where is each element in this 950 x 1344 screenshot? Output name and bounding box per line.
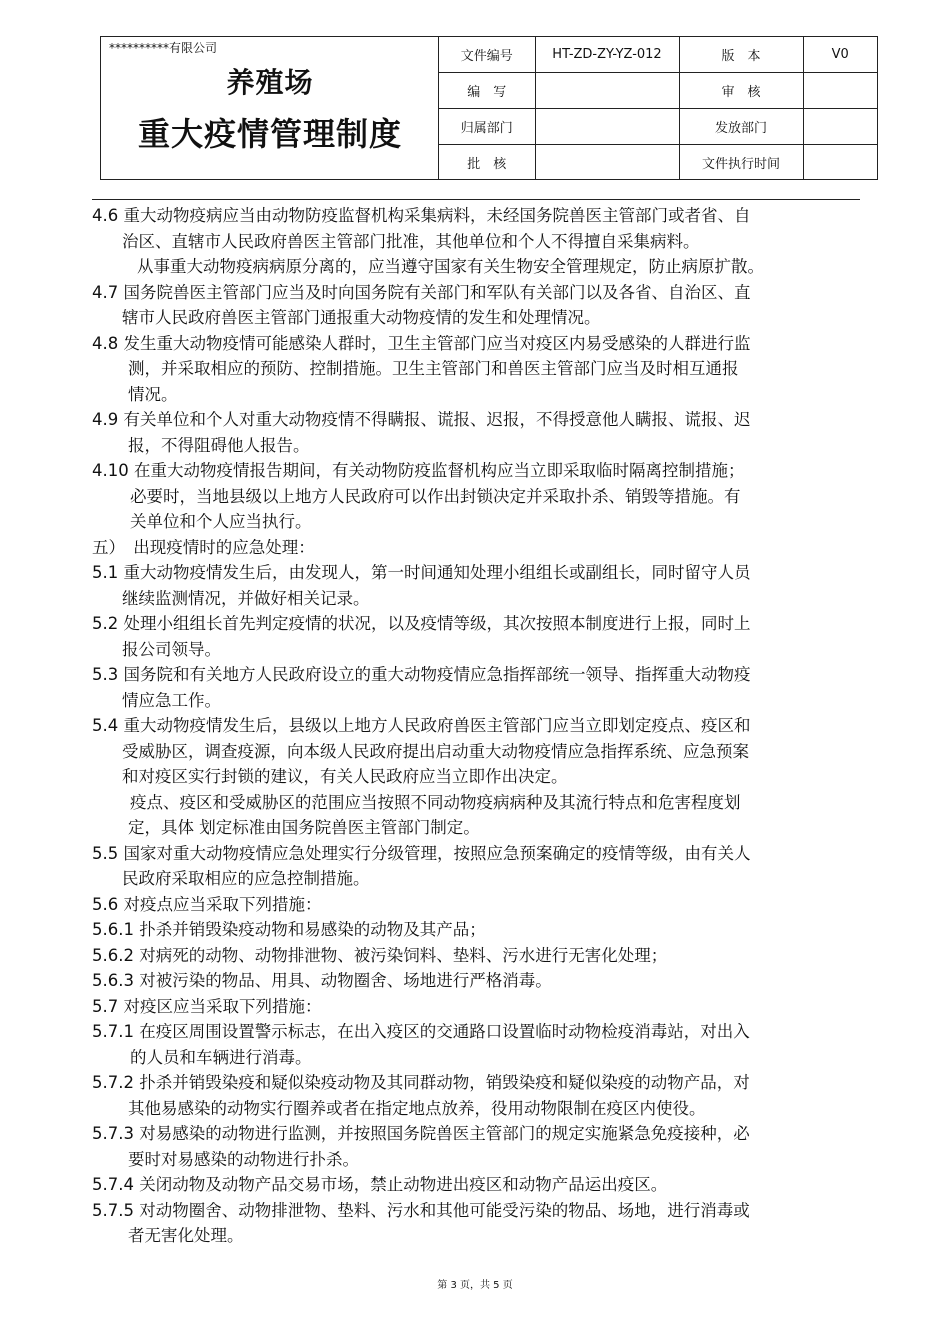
meta-row [439, 73, 877, 109]
body-line: 5.6.1 扑杀并销毁染疫动物和易感染的动物及其产品； [92, 920, 486, 939]
body-line: 测，并采取相应的预防、控制措施。卫生主管部门和兽医主管部门应当及时相互通报 [128, 359, 739, 378]
body-line: 关单位和个人应当执行。 [130, 512, 312, 531]
body-line: 4.10 在重大动物疫情报告期间，有关动物防疫监督机构应当立即采取临时隔离控制措施； [92, 461, 745, 480]
body-line: 情况。 [128, 384, 178, 404]
body-line: 5.4 重大动物疫情发生后，县级以上地方人民政府兽医主管部门应当立即划定疫点、疫区和 [92, 716, 751, 735]
meta-value: V0 [803, 37, 877, 73]
meta-label: 审 核 [679, 73, 803, 109]
body-line: 5.6.3 对被污染的物品、用具、动物圈舍、场地进行严格消毒。 [92, 971, 552, 990]
company-name: **********有限公司 [109, 41, 218, 55]
body-line: 5.5 国家对重大动物疫情应急处理实行分级管理，按照应急预案确定的疫情等级，由有关人 [92, 843, 751, 863]
body-line: 报，不得阻碍他人报告。 [128, 435, 310, 455]
body-line: 5.7 对疫区应当采取下列措施： [92, 996, 322, 1016]
body-line: 5.7.4 关闭动物及动物产品交易市场，禁止动物进出疫区和动物产品运出疫区。 [92, 1175, 668, 1194]
body-line: 民政府采取相应的应急控制措施。 [122, 869, 370, 888]
body-line: 5.7.2 扑杀并销毁染疫和疑似染疫动物及其同群动物，销毁染疫和疑似染疫的动物产品，对 [92, 1073, 750, 1092]
meta-value [803, 109, 877, 145]
body-line: 5.3 国务院和有关地方人民政府设立的重大动物疫情应急指挥部统一领导、指挥重大动物疫 [92, 665, 751, 684]
meta-value [535, 109, 679, 145]
page-number: 第 3 页，共 5 页 [437, 1280, 513, 1291]
body-line: 者无害化处理。 [128, 1226, 244, 1245]
meta-label: 归属部门 [439, 109, 535, 145]
body-line: 定，具体 划定标准由国务院兽医主管部门制定。 [128, 818, 480, 837]
meta-value: HT-ZD-ZY-YZ-012 [535, 37, 679, 73]
meta-value [535, 73, 679, 109]
document-meta-table [439, 37, 877, 180]
body-line: 4.8 发生重大动物疫情可能感染人群时，卫生主管部门应当对疫区内易受感染的人群进行监 [92, 333, 751, 353]
body-line: 5.7.3 对易感染的动物进行监测，并按照国务院兽医主管部门的规定实施紧急免疫接种，必 [92, 1124, 750, 1143]
body-line: 4.7 国务院兽医主管部门应当及时向国务院有关部门和军队有关部门以及各省、自治区、直 [92, 282, 751, 302]
meta-label: 文件编号 [439, 37, 535, 73]
body-line: 报公司领导。 [122, 639, 221, 659]
header-title-block [101, 37, 439, 179]
body-line: 情应急工作。 [122, 690, 221, 710]
meta-value [803, 73, 877, 109]
body-line: 5.6 对疫点应当采取下列措施： [92, 894, 322, 914]
meta-row [439, 109, 877, 145]
body-line: 受威胁区，调查疫源，向本级人民政府提出启动重大动物疫情应急指挥系统、应急预案 [122, 741, 749, 761]
body-line: 从事重大动物疫病病原分离的，应当遵守国家有关生物安全管理规定，防止病原扩散。 [137, 257, 764, 276]
body-line: 继续监测情况，并做好相关记录。 [122, 588, 370, 608]
body-line: 治区、直辖市人民政府兽医主管部门批准，其他单位和个人不得擅自采集病料。 [122, 231, 700, 251]
body-line: 和对疫区实行封锁的建议，有关人民政府应当立即作出决定。 [122, 767, 568, 786]
body-line: 疫点、疫区和受威胁区的范围应当按照不同动物疫病病种及其流行特点和危害程度划 [130, 792, 741, 812]
meta-value [803, 145, 877, 181]
body-line: 其他易感染的动物实行圈养或者在指定地点放养，役用动物限制在疫区内使役。 [128, 1098, 706, 1118]
header-divider [92, 199, 860, 200]
body-line: 5.1 重大动物疫情发生后，由发现人，第一时间通知处理小组组长或副组长，同时留守人员 [92, 563, 751, 582]
section-heading: 五） 出现疫情时的应急处理： [92, 537, 315, 557]
document-title-line2: 重大疫情管理制度 [137, 115, 402, 153]
meta-label: 版 本 [679, 37, 803, 73]
body-line: 5.7.5 对动物圈舍、动物排泄物、垫料、污水和其他可能受污染的物品、场地，进行消毒或 [92, 1200, 750, 1220]
body-line: 要时对易感染的动物进行扑杀。 [128, 1149, 359, 1169]
meta-label: 编 写 [439, 73, 535, 109]
body-line: 5.2 处理小组组长首先判定疫情的状况，以及疫情等级，其次按照本制度进行上报，同时上 [92, 614, 751, 633]
document-header [100, 36, 878, 180]
document-body [92, 203, 862, 1249]
meta-row [439, 37, 877, 73]
meta-label: 文件执行时间 [679, 145, 803, 181]
body-line: 辖市人民政府兽医主管部门通报重大动物疫情的发生和处理情况。 [122, 308, 601, 327]
body-line: 必要时，当地县级以上地方人民政府可以作出封锁决定并采取扑杀、销毁等措施。有 [130, 486, 741, 506]
document-title-line1: 养殖场 [226, 66, 314, 99]
meta-row [439, 145, 877, 181]
body-line: 5.6.2 对病死的动物、动物排泄物、被污染饲料、垫料、污水进行无害化处理； [92, 945, 668, 965]
body-line: 4.9 有关单位和个人对重大动物疫情不得瞒报、谎报、迟报，不得授意他人瞒报、谎报、迟 [92, 410, 751, 429]
meta-label: 发放部门 [679, 109, 803, 145]
body-line: 5.7.1 在疫区周围设置警示标志，在出入疫区的交通路口设置临时动物检疫消毒站，对出入 [92, 1022, 750, 1041]
body-line: 4.6 重大动物疫病应当由动物防疫监督机构采集病料，未经国务院兽医主管部门或者省、自 [92, 206, 751, 225]
meta-label: 批 核 [439, 145, 535, 181]
meta-value [535, 145, 679, 181]
body-line: 的人员和车辆进行消毒。 [130, 1047, 312, 1067]
